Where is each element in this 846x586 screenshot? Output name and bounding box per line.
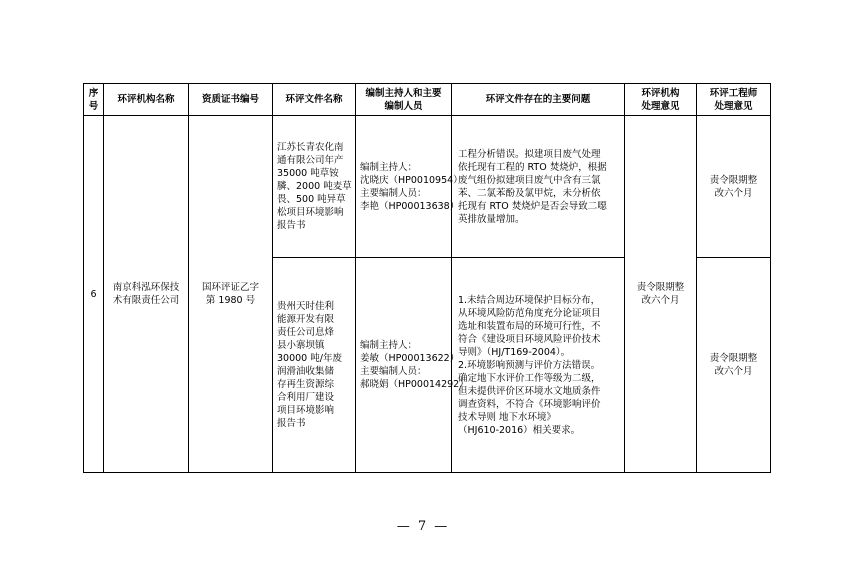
page-number: — 7 — bbox=[396, 519, 450, 534]
header-problems: 环评文件存在的主要问题 bbox=[452, 84, 625, 116]
doc-staff: 编制主持人： 沈晓庆（HP0010954） 主要编制人员： 李艳（HP00013638） bbox=[356, 116, 452, 258]
penalty-table bbox=[83, 83, 771, 473]
doc-name: 贵州天时佳利 能源开发有限 责任公司息烽 县小寨坝镇 30000 吨/年废 润滑油收集储 存再生资源综 合利用厂建设 项目环境影响 报告书 bbox=[273, 258, 356, 473]
doc-problems: 工程分析错误。拟建项目废气处理 依托现有工程的 RTO 焚烧炉，根据 废气组份拟建项目废气中含有三氯 苯、二氯苯酚及氯甲烷，未分析依 托现有 RTO 焚烧炉是否会导致二噁 英排放量增加。 bbox=[452, 116, 625, 258]
header-no: 序 号 bbox=[84, 84, 104, 116]
doc-problems: 1.未结合周边环境保护目标分布， 从环境风险防范角度充分论证项目 选址和装置布局的环境可行性，不 符合《建设项目环境风险评价技术 导则》（HJ/T169-2004）。 2.环境影响预测与评价方法错误。 确定地下水评价工作等级为二级， 但未提供评价区环境水文地质条件 调查资料，不符合《环境影响评价 技术导则 地下水环境》 （HJ610-2016）相关要求。 bbox=[452, 258, 625, 473]
header-staff: 编制主持人和主要 编制人员 bbox=[356, 84, 452, 116]
entry-no: 6 bbox=[84, 116, 104, 473]
header-row bbox=[84, 84, 771, 116]
header-org: 环评机构名称 bbox=[104, 84, 189, 116]
header-org-opinion: 环评机构 处理意见 bbox=[625, 84, 697, 116]
entry-cert: 国环评证乙字 第 1980 号 bbox=[189, 116, 273, 473]
doc-eng-opinion: 责令限期整 改六个月 bbox=[697, 116, 771, 258]
entry-org-opinion: 责令限期整 改六个月 bbox=[625, 116, 697, 473]
table-row bbox=[84, 116, 771, 258]
entry-org: 南京科泓环保技 术有限责任公司 bbox=[104, 116, 189, 473]
header-doc: 环评文件名称 bbox=[273, 84, 356, 116]
header-eng-opinion: 环评工程师 处理意见 bbox=[697, 84, 771, 116]
doc-eng-opinion: 责令限期整 改六个月 bbox=[697, 258, 771, 473]
header-cert: 资质证书编号 bbox=[189, 84, 273, 116]
doc-name: 江苏长青农化南 通有限公司年产 35000 吨草铵 膦、2000 吨麦草 畏、500 吨异草 松项目环境影响 报告书 bbox=[273, 116, 356, 258]
doc-staff: 编制主持人： 姜敏（HP00013622） 主要编制人员： 郝晓娟（HP00014292） bbox=[356, 258, 452, 473]
